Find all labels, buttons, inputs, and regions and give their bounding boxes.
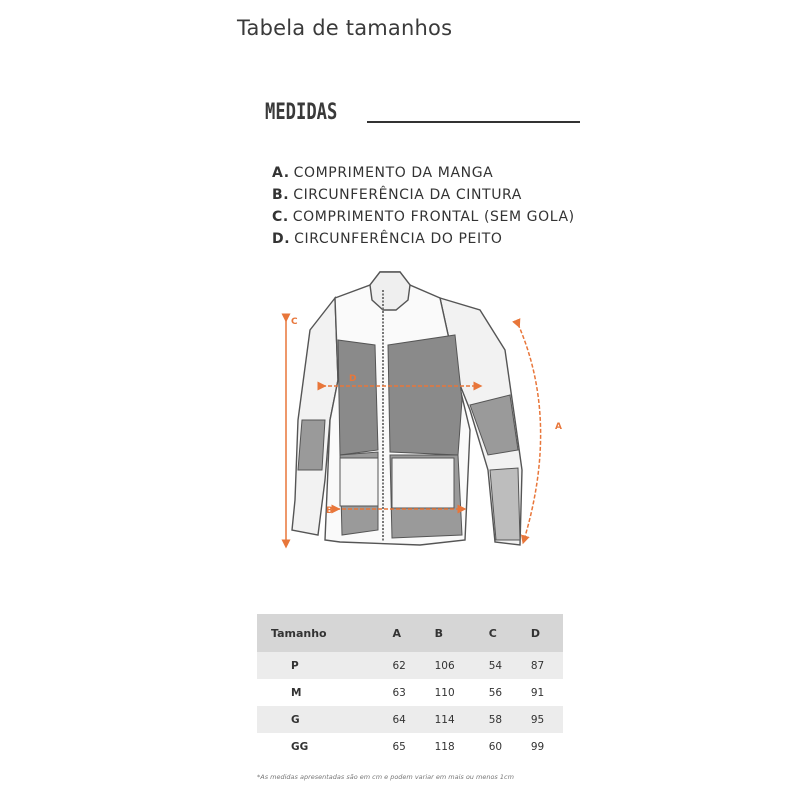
sleeve-panel — [298, 420, 325, 470]
legend-item-a — [272, 162, 575, 184]
table-header: A — [382, 614, 424, 652]
measure-d-label: D — [349, 374, 357, 384]
measure-b-label: B — [326, 506, 333, 516]
jacket-diagram — [270, 265, 580, 565]
table-row — [257, 706, 563, 733]
legend-label: COMPRIMENTO FRONTAL (SEM GOLA) — [292, 209, 575, 225]
table-row — [257, 679, 563, 706]
table-cell: 64 — [382, 706, 424, 733]
table-row — [257, 652, 563, 679]
size-cell: GG — [257, 733, 382, 760]
size-cell: M — [257, 679, 382, 706]
table-cell: 65 — [382, 733, 424, 760]
table-cell: 110 — [425, 679, 479, 706]
table-header: B — [425, 614, 479, 652]
table-cell: 62 — [382, 652, 424, 679]
measures-legend — [272, 162, 575, 250]
table-header: Tamanho — [257, 614, 382, 652]
legend-item-c — [272, 206, 575, 228]
table-header: C — [479, 614, 521, 652]
table-cell: 91 — [521, 679, 563, 706]
measure-a-label: A — [555, 422, 562, 432]
legend-item-d — [272, 228, 575, 250]
table-cell: 114 — [425, 706, 479, 733]
table-cell: 60 — [479, 733, 521, 760]
legend-label: COMPRIMENTO DA MANGA — [293, 165, 494, 181]
table-header: D — [521, 614, 563, 652]
size-cell: P — [257, 652, 382, 679]
table-header-row — [257, 614, 563, 652]
table-cell: 118 — [425, 733, 479, 760]
measures-heading: MEDIDAS — [265, 100, 338, 125]
pocket — [340, 458, 378, 506]
table-cell: 63 — [382, 679, 424, 706]
page-title: Tabela de tamanhos — [237, 16, 453, 40]
table-cell: 95 — [521, 706, 563, 733]
legend-letter: C. — [272, 209, 289, 225]
size-table — [257, 614, 563, 760]
legend-label: CIRCUNFERÊNCIA DA CINTURA — [293, 187, 522, 203]
table-row — [257, 733, 563, 760]
legend-letter: D. — [272, 231, 291, 247]
legend-label: CIRCUNFERÊNCIA DO PEITO — [294, 231, 503, 247]
table-cell: 87 — [521, 652, 563, 679]
heading-divider — [367, 121, 580, 123]
footnote: *As medidas apresentadas são em cm e podem variar em mais ou menos 1cm — [257, 773, 514, 781]
chest-panel — [388, 335, 462, 455]
size-cell: G — [257, 706, 382, 733]
table-cell: 54 — [479, 652, 521, 679]
sleeve-panel — [470, 395, 518, 455]
table-cell: 106 — [425, 652, 479, 679]
table-cell: 56 — [479, 679, 521, 706]
legend-letter: B. — [272, 187, 290, 203]
legend-item-b — [272, 184, 575, 206]
pocket — [392, 458, 454, 508]
chest-panel — [338, 340, 378, 455]
measure-c-label: C — [291, 317, 298, 327]
table-cell: 99 — [521, 733, 563, 760]
legend-letter: A. — [272, 165, 290, 181]
table-cell: 58 — [479, 706, 521, 733]
